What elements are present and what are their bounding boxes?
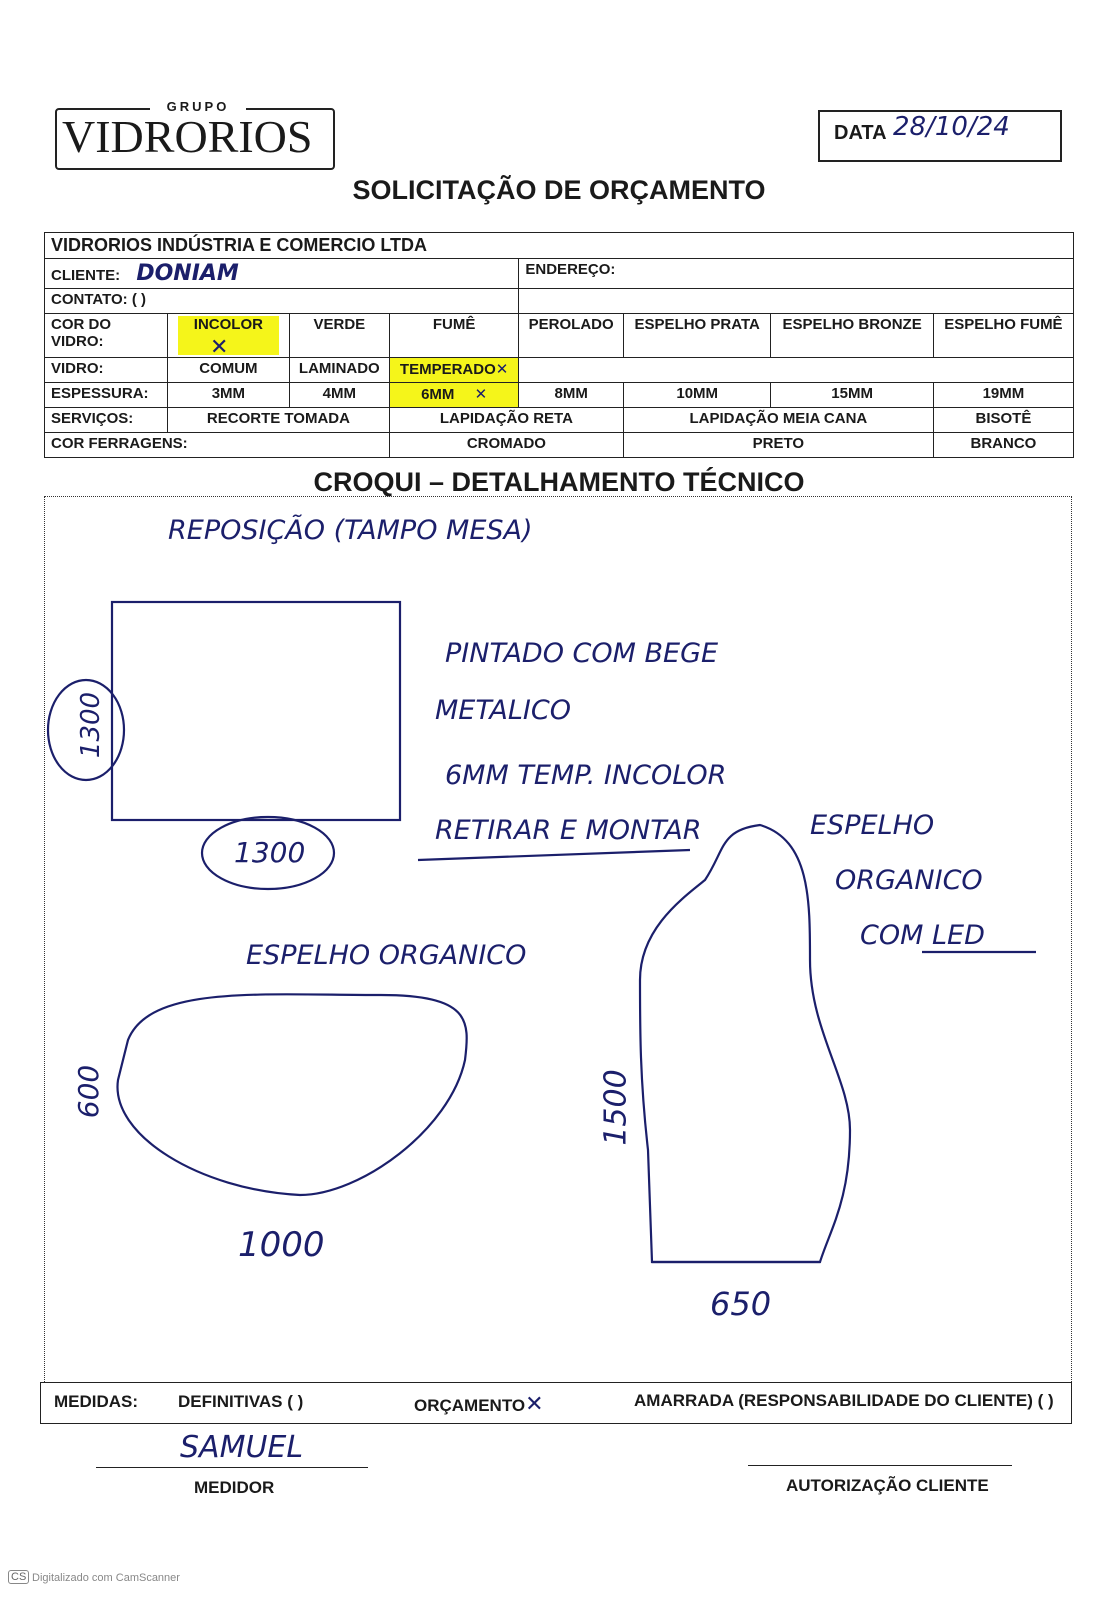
glass-type-option: LAMINADO xyxy=(289,358,389,383)
note-line: PINTADO COM BEGE xyxy=(445,638,719,669)
glass-color-option: VERDE xyxy=(289,314,389,358)
thickness-option: 3MM xyxy=(168,383,290,408)
mirror2-height-label: 1500 xyxy=(598,1069,634,1146)
service-option: LAPIDAÇÃO MEIA CANA xyxy=(623,408,933,433)
budget-label: ORÇAMENTO xyxy=(414,1396,526,1415)
client-label: CLIENTE: xyxy=(51,267,121,284)
rect-height-label: 1300 xyxy=(76,691,107,759)
glass-color-option: PEROLADO xyxy=(519,314,624,358)
client-auth-label: AUTORIZAÇÃO CLIENTE xyxy=(786,1476,989,1495)
hardware-option: CROMADO xyxy=(389,433,623,458)
tied-option: AMARRADA (RESPONSABILIDADE DO CLIENTE) ( ) xyxy=(634,1391,1054,1410)
client-value: DONIAM xyxy=(136,261,239,286)
logo-group-text: GRUPO xyxy=(150,99,246,114)
measurer-signature: SAMUEL xyxy=(180,1430,304,1465)
glass-color-label: COR DO VIDRO: xyxy=(45,314,168,358)
service-option: RECORTE TOMADA xyxy=(168,408,390,433)
table-top-rectangle xyxy=(112,602,400,820)
measures-label: MEDIDAS: xyxy=(54,1392,139,1411)
glass-type-option: COMUM xyxy=(168,358,290,383)
note-line: RETIRAR E MONTAR xyxy=(435,815,702,846)
client-signature-line xyxy=(748,1465,1012,1466)
glass-color-option: ESPELHO PRATA xyxy=(623,314,771,358)
thickness-option: 19MM xyxy=(933,383,1073,408)
mirror2-label: ORGANICO xyxy=(835,865,983,896)
thickness-option: 10MM xyxy=(623,383,771,408)
glass-type-label: VIDRO: xyxy=(45,358,168,383)
thickness-option: 4MM xyxy=(289,383,389,408)
check-mark-icon: ✕ xyxy=(525,1391,544,1416)
service-option: BISOTÊ xyxy=(933,408,1073,433)
mirror1-height-label: 600 xyxy=(72,1064,106,1119)
measurer-label: MEDIDOR xyxy=(194,1478,275,1497)
check-mark-icon: ✕ xyxy=(210,334,229,359)
glass-color-option: ESPELHO BRONZE xyxy=(771,314,933,358)
scanner-note: Digitalizado com CamScanner xyxy=(32,1572,180,1584)
contact-label: CONTATO: ( ) xyxy=(45,289,519,314)
thickness-label: ESPESSURA: xyxy=(45,383,168,408)
mirror1-width-label: 1000 xyxy=(238,1225,325,1265)
company-logo: VIDRORIOS xyxy=(62,111,313,162)
date-value: 28/10/24 xyxy=(893,112,1010,142)
mirror2-label: ESPELHO xyxy=(810,810,935,841)
underline-stroke xyxy=(418,850,690,860)
hardware-option: BRANCO xyxy=(933,433,1073,458)
hardware-option: PRETO xyxy=(623,433,933,458)
note-line: METALICO xyxy=(435,695,571,726)
note-line: 6MM TEMP. INCOLOR xyxy=(445,760,727,791)
budget-option xyxy=(414,1391,544,1417)
service-option: LAPIDAÇÃO RETA xyxy=(389,408,623,433)
organic-mirror-horizontal xyxy=(118,994,467,1195)
croqui-heading: REPOSIÇÃO (TAMPO MESA) xyxy=(168,515,533,546)
organic-mirror-vertical xyxy=(640,825,850,1262)
measurer-signature-line xyxy=(96,1467,368,1468)
mirror2-width-label: 650 xyxy=(710,1285,772,1323)
date-label: DATA xyxy=(834,122,887,144)
glass-color-option: FUMÊ xyxy=(389,314,519,358)
definitive-option: DEFINITIVAS ( ) xyxy=(178,1392,304,1411)
glass-color-option: INCOLOR xyxy=(178,316,279,355)
check-mark-icon: ✕ xyxy=(495,361,509,378)
thickness-option: 6MM xyxy=(421,386,455,403)
mirror1-label: ESPELHO ORGANICO xyxy=(246,940,527,971)
scanner-badge: CS xyxy=(8,1570,29,1584)
croqui-title: CROQUI – DETALHAMENTO TÉCNICO xyxy=(313,467,805,497)
rect-width-label: 1300 xyxy=(234,836,306,869)
page-title: SOLICITAÇÃO DE ORÇAMENTO xyxy=(352,175,766,205)
mirror2-label: COM LED xyxy=(860,920,985,951)
company-name: VIDRORIOS INDÚSTRIA E COMERCIO LTDA xyxy=(45,233,1074,259)
glass-color-option: ESPELHO FUMÊ xyxy=(933,314,1073,358)
address-label: ENDEREÇO: xyxy=(525,261,616,278)
services-label: SERVIÇOS: xyxy=(45,408,168,433)
thickness-option: 15MM xyxy=(771,383,933,408)
hardware-label: COR FERRAGENS: xyxy=(45,433,390,458)
check-mark-icon: ✕ xyxy=(474,386,488,403)
thickness-option: 8MM xyxy=(519,383,624,408)
glass-type-option: TEMPERADO xyxy=(399,361,496,378)
